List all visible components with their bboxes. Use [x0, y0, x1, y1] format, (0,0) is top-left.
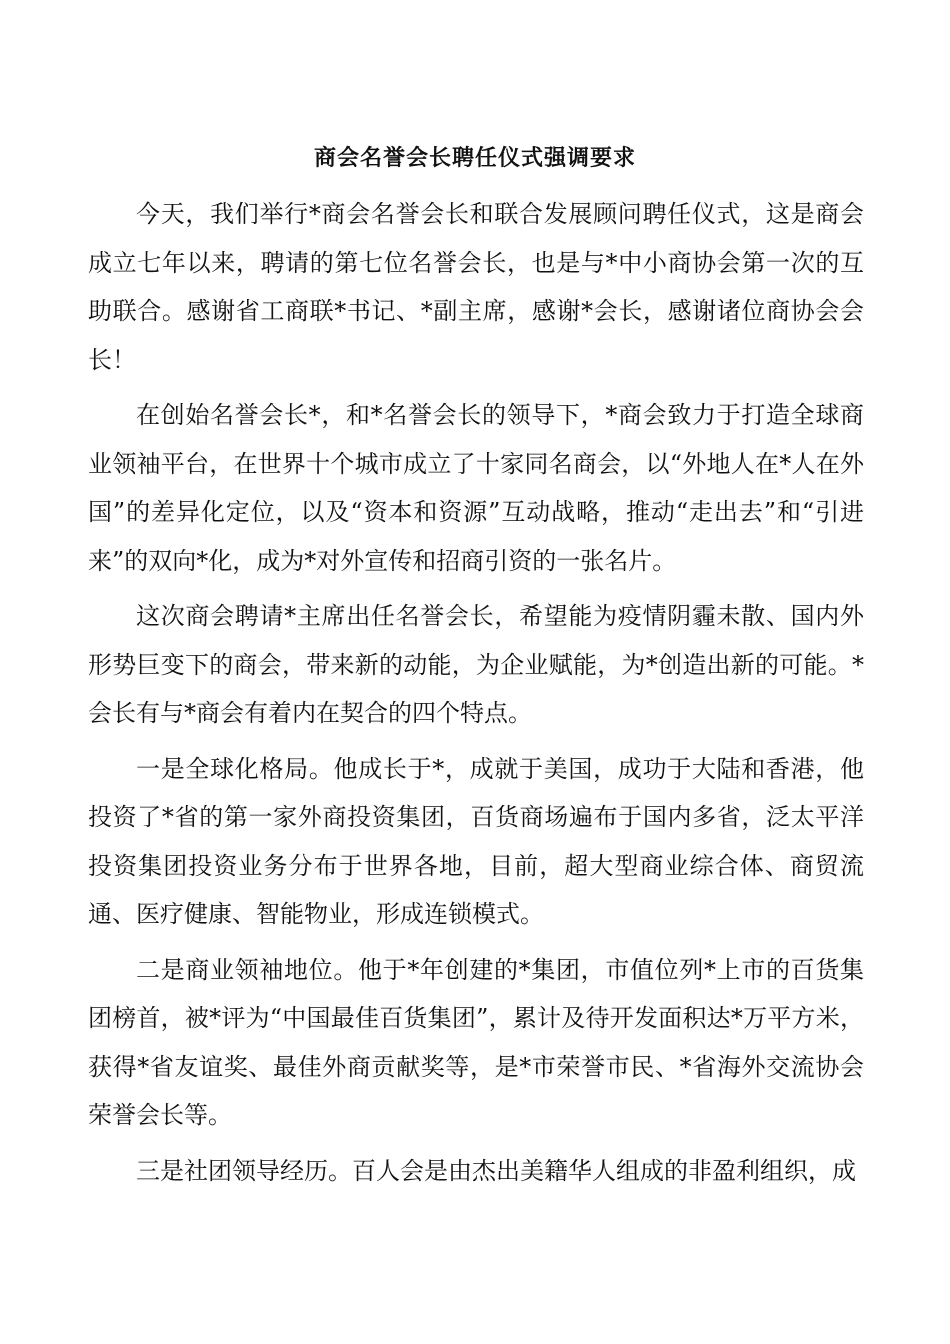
- document-title: 商会名誉会长聘任仪式强调要求: [313, 145, 636, 171]
- paragraph-2: 在创始名誉会长*，和*名誉会长的领导下，*商会致力于打造全球商业领袖平台，在世界十个城市成立了十家同名商会，以“外地人在*人在外国”的差异化定位，以及“资本和资源”互动战略，推动“走出去”和“引进来”的双向*化，成为*对外宣传和招商引资的一张名片。: [88, 401, 864, 575]
- paragraph-5: 二是商业领袖地位。他于*年创建的*集团，市值位列*上市的百货集团榜首，被*评为“中国最佳百货集团”，累计及待开发面积达*万平方米，获得*省友谊奖、最佳外商贡献奖等，是*市荣誉市民、*省海外交流协会荣誉会长等。: [88, 955, 864, 1129]
- paragraph-6: 三是社团领导经历。百人会是由杰出美籍华人组成的非盈利组织，成: [136, 1156, 856, 1185]
- paragraph-3: 这次商会聘请*主席出任名誉会长，希望能为疫情阴霾未散、国内外形势巨变下的商会，带来新的动能，为企业赋能，为*创造出新的可能。*会长有与*商会有着内在契合的四个特点。: [88, 602, 864, 727]
- paragraph-4: 一是全球化格局。他成长于*，成就于美国，成功于大陆和香港，他投资了*省的第一家外商投资集团，百货商场遍布于国内多省，泛太平洋投资集团投资业务分布于世界各地，目前，超大型商业综合体、商贸流通、医疗健康、智能物业，形成连锁模式。: [88, 754, 864, 928]
- paragraph-1: 今天，我们举行*商会名誉会长和联合发展顾问聘任仪式，这是商会成立七年以来，聘请的第七位名誉会长，也是与*中小商协会第一次的互助联合。感谢省工商联*书记、*副主席，感谢*会长，感谢诸位商协会会长！: [88, 200, 864, 374]
- document-body: [88, 190, 864, 1202]
